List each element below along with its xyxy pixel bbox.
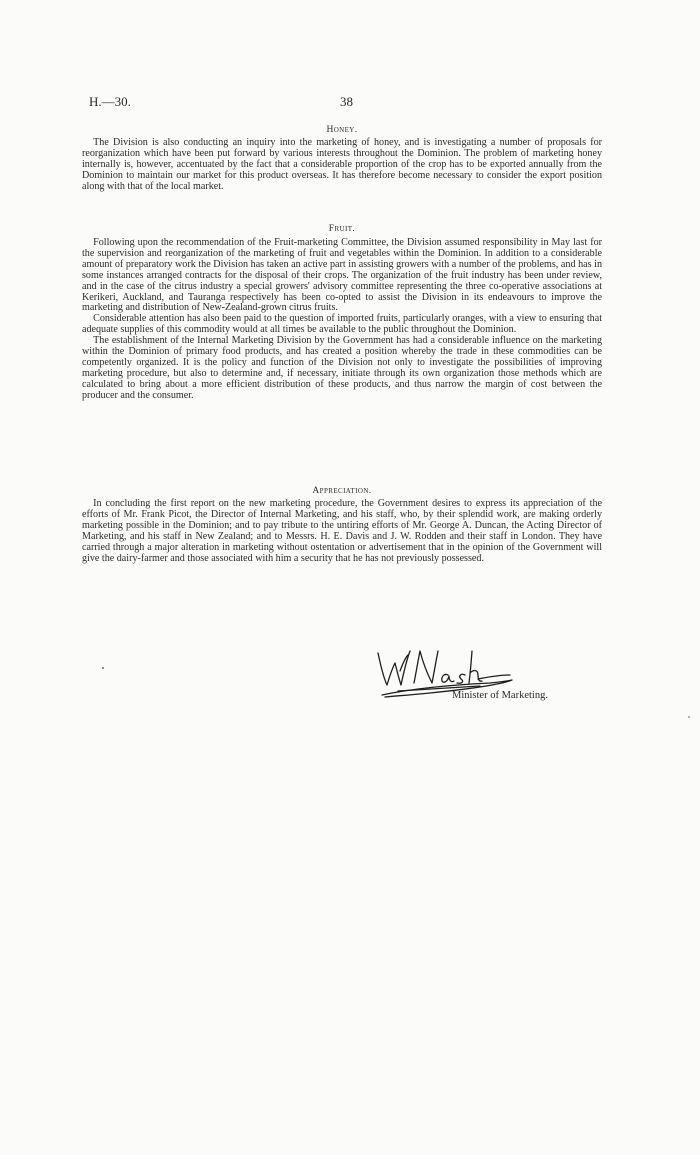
signatory-title: Minister of Marketing. <box>452 690 548 701</box>
report-reference: H.—30. <box>89 94 131 109</box>
section-heading-appreciation: Appreciation. <box>312 486 372 496</box>
paragraph: The establishment of the Internal Marketing Division by the Government has had a considerable influence on the marketing within the Dominion of primary food products, and has created a position whereby the trade in these commodities can be competently organized. It is the policy and function of the Division not only to investigate the possibilities of improving marketing procedure, but also to determine and, if necessary, initiate through its own organization those methods which are calculated to bring about a more efficient distribution of these products, and thus narrow the margin of cost between the producer and the consumer. <box>82 335 602 401</box>
section-body-fruit <box>82 238 602 402</box>
page-header <box>89 94 589 110</box>
section-heading-honey: Honey. <box>326 125 358 135</box>
paragraph: Considerable attention has also been paid to the question of imported fruits, particularly oranges, with a view to ensuring that adequate supplies of this commodity would at all times be available to the public throughout the Dominion. <box>82 313 602 336</box>
section-heading-fruit: Fruit. <box>328 224 356 234</box>
page-number: 38 <box>340 94 353 109</box>
scan-speck <box>102 667 104 669</box>
paragraph: The Division is also conducting an inquiry into the marketing of honey, and is investigating a number of proposals for reorganization which have been put forward by various interests throughout the Dominion. The problem of marketing honey internally is, however, accentuated by the fact that a considerable proportion of the crop has to be exported annually from the Dominion to maintain our market for this product overseas. It has therefore become necessary to consider the export position along with that of the local market. <box>82 137 602 192</box>
section-body-appreciation <box>82 499 602 564</box>
paragraph: In concluding the first report on the new marketing procedure, the Government desires to express its appreciation of the efforts of Mr. Frank Picot, the Director of Internal Marketing, and his staff, who, by their splendid work, are making orderly marketing possible in the Dominion; and to pay tribute to the untiring efforts of Mr. George A. Duncan, the Acting Director of Marketing, and his staff in New Zealand; and to Messrs. H. E. Davis and J. W. Rodden and their staff in London. They have carried through a major alteration in marketing without ostentation or advertisement that in the opinion of the Government will give the dairy-farmer and those associated with him a security that he has not previously possessed. <box>82 498 602 564</box>
scan-speck <box>688 716 690 718</box>
section-body-honey <box>82 138 602 193</box>
paragraph: Following upon the recommendation of the Fruit-marketing Committee, the Division assumed responsibility in May last for the supervision and reorganization of the marketing of fruit and vegetables within the Dominion. In addition to a considerable amount of preparatory work the Division has taken an active part in assisting growers with a number of the problems, and has in some instances arranged contracts for the disposal of their crops. The organization of the fruit industry has been under review, and in the case of the citrus industry a special growers' advisory committee representing the three co-operative associations at Kerikeri, Auckland, and Tauranga respectively has been co-opted to assist the Division in its endeavours to improve the marketing and distribution of New-Zealand-grown citrus fruits. <box>82 237 602 314</box>
